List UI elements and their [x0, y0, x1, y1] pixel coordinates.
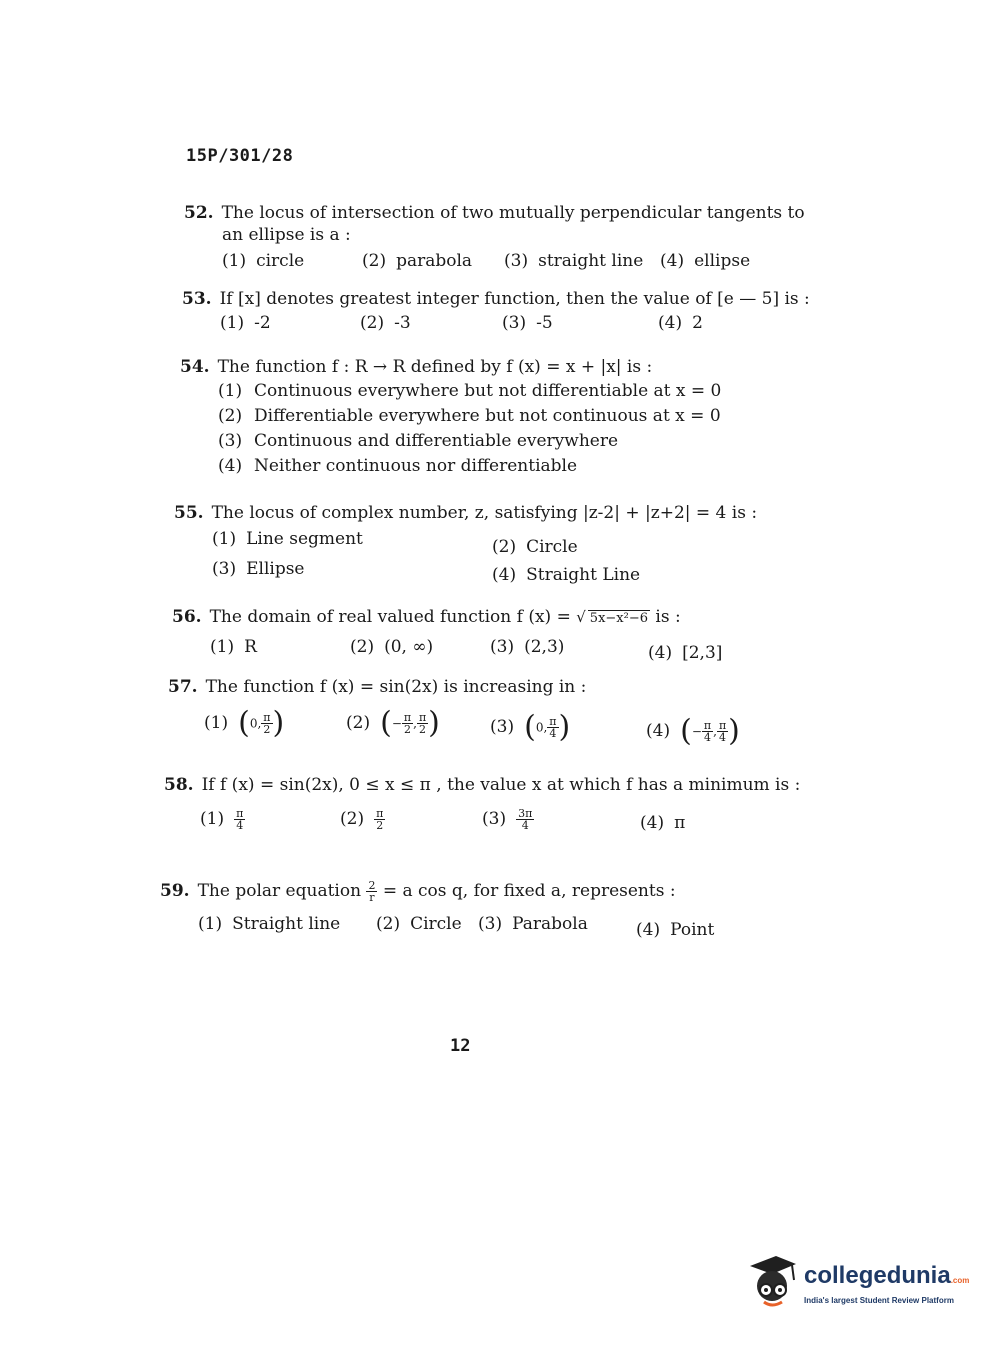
option-4[interactable]: (4) 2 [658, 313, 703, 333]
options [210, 636, 822, 664]
option-3[interactable]: (3) $\frac{3\pi}{4}$ [482, 807, 533, 832]
option-2[interactable]: (2) Circle [492, 537, 578, 557]
question-53 [182, 288, 822, 340]
option-1[interactable]: (1) R [210, 637, 257, 657]
option-2[interactable]: (2) Circle [376, 914, 462, 934]
question-text: If f (x) = sin(2x), 0 ≤ x ≤ π , the value x at which f has a minimum is : [201, 775, 801, 795]
option-3[interactable]: (3) Continuous and differentiable everywhere [218, 431, 619, 451]
option-3[interactable]: (3) (0, $\frac{\pi}{4}$ ) [490, 709, 571, 745]
options [222, 250, 824, 278]
option-2[interactable]: (2) -3 [360, 313, 411, 333]
options-row-1 [212, 528, 814, 556]
question-number: 53. [182, 289, 212, 309]
question-56 [172, 606, 822, 664]
option-3[interactable]: (3) Parabola [478, 914, 588, 934]
question-58 [164, 774, 814, 848]
option-1[interactable]: (1) (0, $\frac{\pi}{2}$ ) [204, 705, 285, 741]
question-text: The polar equation [197, 881, 362, 901]
option-2[interactable]: (2) (− $\frac{\pi}{2}$ , $\frac{\pi}{2}$ ) [346, 705, 440, 741]
option-1[interactable]: (1) -2 [220, 313, 271, 333]
option-4[interactable]: (4) Neither continuous nor differentiable [218, 456, 578, 476]
question-tail: = a cos q, for fixed a, represents : [382, 881, 676, 901]
options [220, 312, 822, 340]
question-55 [174, 502, 814, 586]
option-1[interactable]: (1) Straight line [198, 914, 341, 934]
question-text: If [x] denotes greatest integer function, then the value of [e — 5] is : [219, 289, 810, 309]
question-number: 54. [180, 357, 210, 377]
option-1[interactable]: (1) $\frac{\pi}{4}$ [200, 807, 244, 832]
question-text: The function f : R → R defined by f (x) = x + |x| is : [217, 357, 653, 377]
option-1[interactable]: (1) circle [222, 251, 305, 271]
option-1[interactable]: (1) Continuous everywhere but not differentiable at x = 0 [218, 381, 722, 401]
question-tail: is : [655, 607, 681, 627]
question-54 [180, 356, 820, 480]
paper-code: 15P/301/28 [186, 146, 294, 166]
question-text: The locus of intersection of two mutually perpendicular tangents to [221, 203, 805, 223]
question-text: The locus of complex number, z, satisfying |z-2| + |z+2| = 4 is : [211, 503, 758, 523]
option-2[interactable]: (2) Differentiable everywhere but not continuous at x = 0 [218, 406, 721, 426]
radicand: 5x−x²−6 [589, 611, 648, 626]
collegedunia-logo[interactable] [742, 1252, 972, 1312]
option-2[interactable]: (2) (0, ∞) [350, 637, 434, 657]
sqrt-symbol: √ [576, 608, 586, 626]
page-number: 12 [450, 1036, 471, 1056]
question-number: 56. [172, 607, 202, 627]
question-text: The domain of real valued function f (x) = [209, 607, 571, 627]
question-number: 58. [164, 775, 194, 795]
option-3[interactable]: (3) straight line [504, 251, 644, 271]
option-4[interactable]: (4) Straight Line [492, 565, 641, 585]
brand-name: collegedunia.com [804, 1262, 970, 1289]
question-number: 59. [160, 881, 190, 901]
option-4[interactable]: (4) Point [636, 920, 715, 940]
mascot-icon [742, 1252, 802, 1312]
brand-tagline: India's largest Student Review Platform [804, 1296, 954, 1305]
question-number: 52. [184, 203, 214, 223]
option-4[interactable]: (4) π [640, 813, 686, 833]
option-4[interactable]: (4) [2,3] [648, 643, 723, 663]
option-3[interactable]: (3) (2,3) [490, 637, 565, 657]
question-59 [160, 880, 810, 941]
options-row-2 [212, 558, 814, 586]
option-4[interactable]: (4) ellipse [660, 251, 751, 271]
question-57 [168, 676, 818, 752]
option-4[interactable]: (4) (− $\frac{\pi}{4}$ , $\frac{\pi}{4}$ ) [646, 713, 740, 749]
question-number: 55. [174, 503, 204, 523]
option-2[interactable]: (2) $\frac{\pi}{2}$ [340, 807, 384, 832]
options [204, 705, 818, 752]
option-1[interactable]: (1) Line segment [212, 529, 363, 549]
option-2[interactable]: (2) parabola [362, 251, 473, 271]
option-3[interactable]: (3) Ellipse [212, 559, 305, 579]
options [198, 913, 810, 941]
options [200, 808, 814, 848]
polar-fraction: $\frac{2}{r}$ [368, 879, 376, 904]
option-3[interactable]: (3) -5 [502, 313, 553, 333]
question-52 [184, 202, 824, 278]
question-number: 57. [168, 677, 198, 697]
question-text-cont: an ellipse is a : [222, 225, 351, 245]
question-text: The function f (x) = sin(2x) is increasing in : [205, 677, 587, 697]
options [218, 380, 820, 480]
